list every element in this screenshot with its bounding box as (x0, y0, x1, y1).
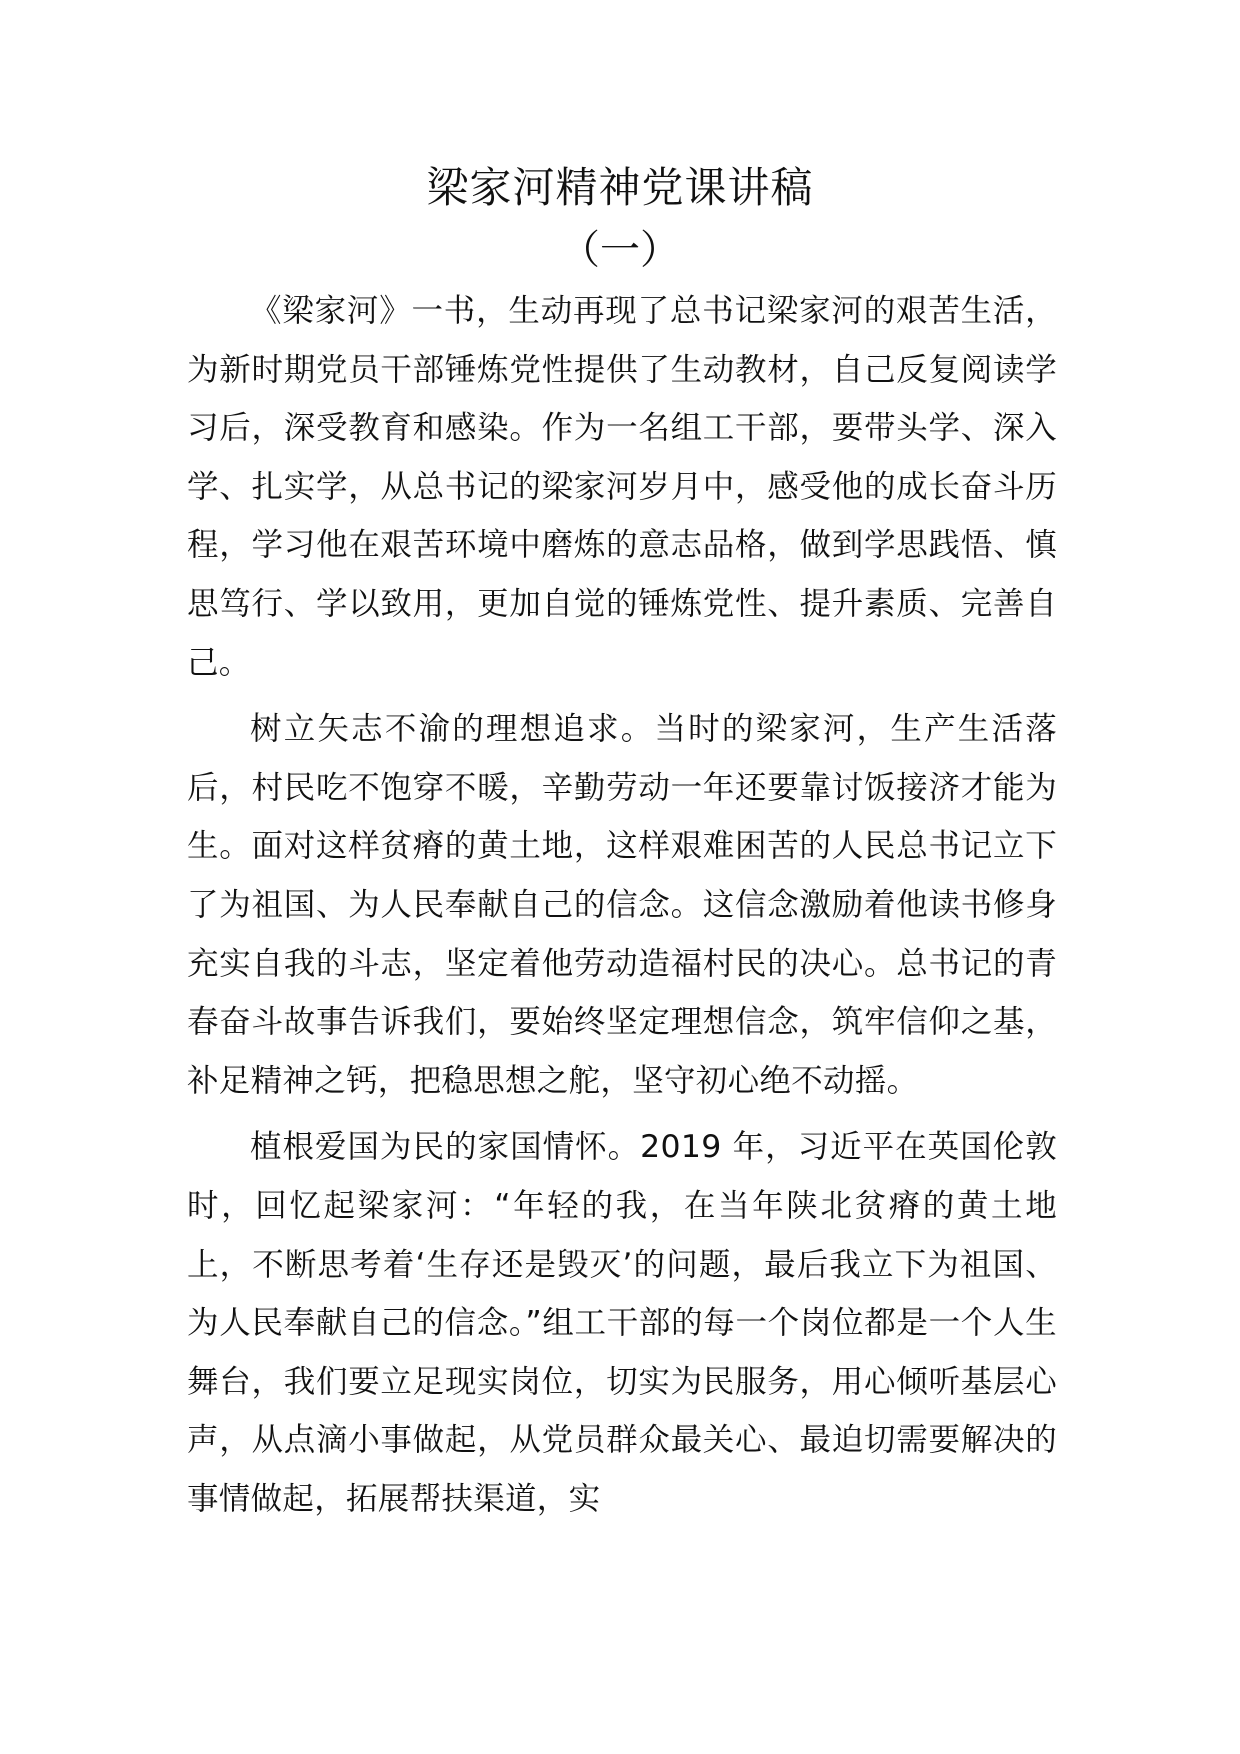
paragraph-patriotism: 植根爱国为民的家国情怀。2019 年，习近平在英国伦敦时，回忆起梁家河：“年轻的我，在当年陕北贫瘠的黄土地上，不断思考着‘生存还是毁灭’的问题，最后我立下为祖国、为人民奉献自己的信念。”组工干部的每一个岗位都是一个人生舞台，我们要立足现实岗位，切实为民服务，用心倾听基层心声，从点滴小事做起，从党员群众最关心、最迫切需要解决的事情做起，拓展帮扶渠道，实 (187, 1129, 1057, 1517)
paragraph-ideals: 树立矢志不渝的理想追求。当时的梁家河，生产生活落后，村民吃不饱穿不暖，辛勤劳动一年还要靠讨饭接济才能为生。面对这样贫瘠的黄土地，这样艰难困苦的人民总书记立下了为祖国、为人民奉献自己的信念。这信念激励着他读书修身充实自我的斗志，坚定着他劳动造福村民的决心。总书记的青春奋斗故事告诉我们，要始终坚定理想信念，筑牢信仰之基，补足精神之钙，把稳思想之舵，坚守初心绝不动摇。 (187, 711, 1057, 1099)
document-subtitle: （一） (560, 227, 680, 273)
paragraph-intro: 《梁家河》一书，生动再现了总书记梁家河的艰苦生活，为新时期党员干部锤炼党性提供了生动教材，自己反复阅读学习后，深受教育和感染。作为一名组工干部，要带头学、深入学、扎实学，从总书记的梁家河岁月中，感受他的成长奋斗历程，学习他在艰苦环境中磨炼的意志品格，做到学思践悟、慎思笃行、学以致用，更加自觉的锤炼党性、提升素质、完善自己。 (187, 293, 1057, 681)
document-title: 梁家河精神党课讲稿 (426, 163, 814, 212)
document-body (187, 282, 1057, 1536)
